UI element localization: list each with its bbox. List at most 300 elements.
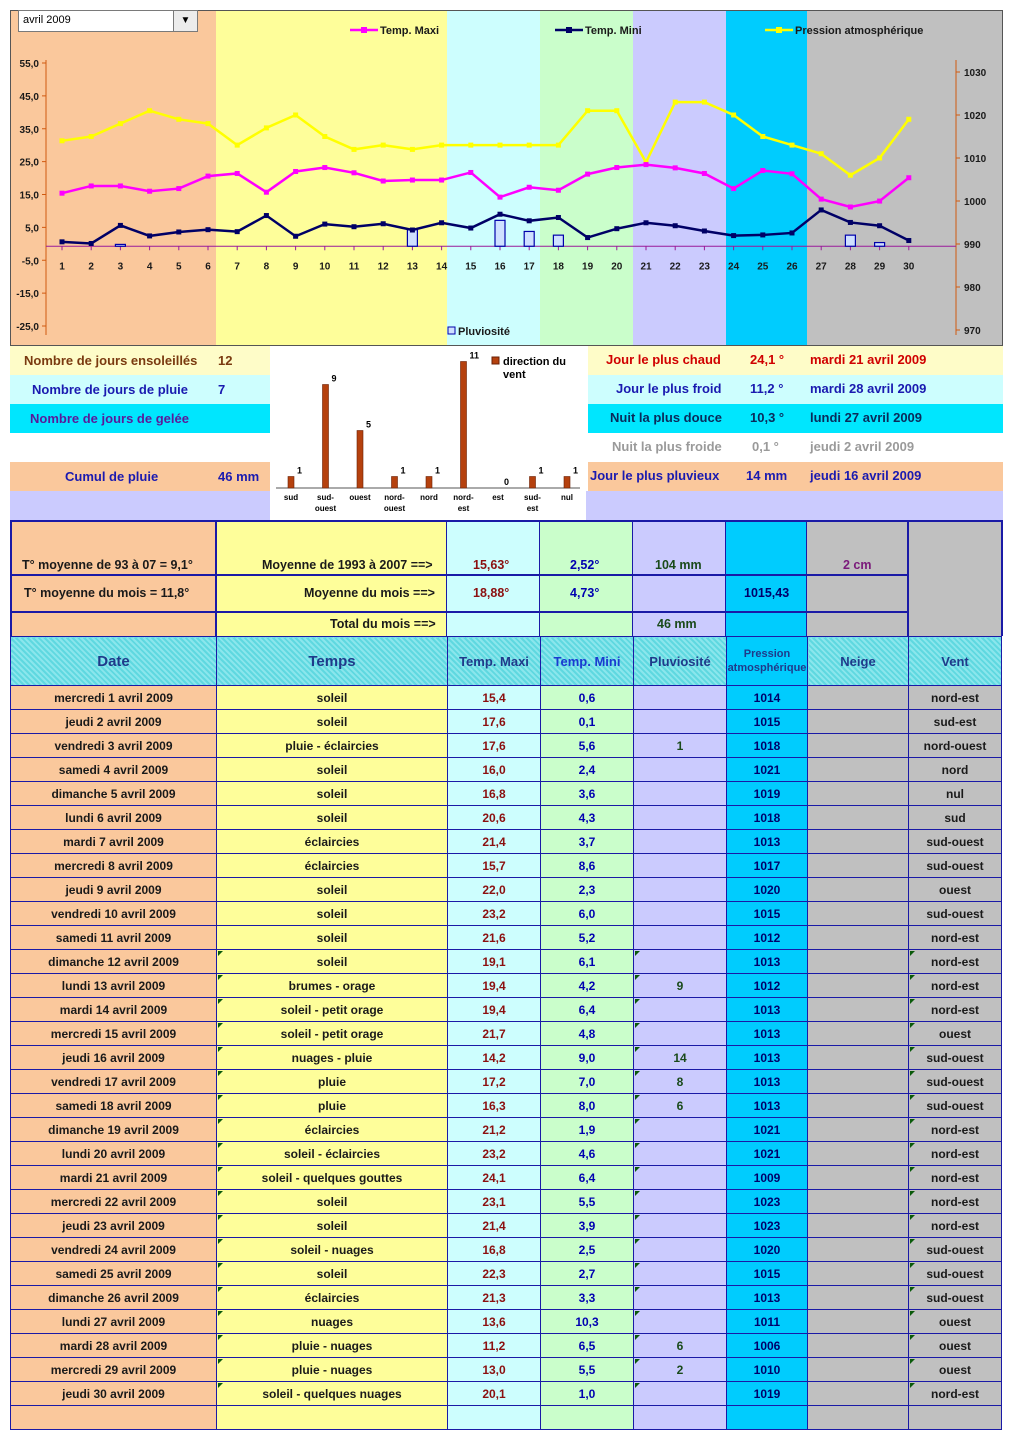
- cell-snow[interactable]: [808, 1238, 909, 1262]
- sunny-days-label: Nombre de jours ensoleillés: [24, 353, 198, 368]
- cell-weather[interactable]: soleil - quelques nuages: [217, 1382, 448, 1406]
- cell-pressure[interactable]: 1015: [727, 1262, 808, 1286]
- tmax-point: [877, 199, 882, 204]
- cell-date[interactable]: mardi 21 avril 2009: [11, 1166, 217, 1190]
- cell-date[interactable]: samedi 4 avril 2009: [11, 758, 217, 782]
- cell-snow[interactable]: [808, 1022, 909, 1046]
- cell-weather[interactable]: soleil: [217, 950, 448, 974]
- cell-tmin[interactable]: 6,1: [541, 950, 634, 974]
- cell-tmax[interactable]: 24,1: [448, 1166, 541, 1190]
- header-tmin[interactable]: Temp. Mini: [541, 637, 634, 686]
- tmin-point: [410, 228, 415, 233]
- table-row: [11, 1286, 1002, 1310]
- cell-pressure[interactable]: 1013: [727, 830, 808, 854]
- cell-rain[interactable]: [634, 1262, 727, 1286]
- cell-weather[interactable]: soleil: [217, 686, 448, 710]
- table-row: [11, 1022, 1002, 1046]
- cell-snow[interactable]: [808, 1382, 909, 1406]
- cell-snow[interactable]: [808, 1094, 909, 1118]
- cell-pressure[interactable]: 1013: [727, 1094, 808, 1118]
- cell-date[interactable]: dimanche 5 avril 2009: [11, 782, 217, 806]
- cell-tmax[interactable]: 21,2: [448, 1118, 541, 1142]
- table-row: [11, 1358, 1002, 1382]
- cell-tmin[interactable]: 4,3: [541, 806, 634, 830]
- cell-weather[interactable]: soleil: [217, 1190, 448, 1214]
- cell-tmax[interactable]: 22,3: [448, 1262, 541, 1286]
- cell-snow[interactable]: [808, 1166, 909, 1190]
- cell-weather[interactable]: soleil: [217, 806, 448, 830]
- cell-snow[interactable]: [808, 1046, 909, 1070]
- rain-bar: [115, 244, 125, 246]
- table-row: [11, 1046, 1002, 1070]
- cell-rain[interactable]: 1: [634, 734, 727, 758]
- header-rain[interactable]: Pluviosité: [634, 637, 727, 686]
- weather-chart: [10, 10, 1003, 346]
- cell-pressure[interactable]: 1012: [727, 926, 808, 950]
- cell-snow[interactable]: [808, 1262, 909, 1286]
- cell-rain[interactable]: [634, 1166, 727, 1190]
- empty-cell[interactable]: [808, 1406, 909, 1430]
- cell-pressure[interactable]: 1020: [727, 1238, 808, 1262]
- tmax-point: [410, 178, 415, 183]
- tmin-point: [206, 227, 211, 232]
- cell-tmin[interactable]: 5,5: [541, 1190, 634, 1214]
- cell-date[interactable]: jeudi 16 avril 2009: [11, 1046, 217, 1070]
- cell-tmax[interactable]: 20,6: [448, 806, 541, 830]
- empty-cell[interactable]: [217, 1406, 448, 1430]
- cell-rain[interactable]: [634, 878, 727, 902]
- cell-pressure[interactable]: 1015: [727, 710, 808, 734]
- cell-pressure[interactable]: 1019: [727, 782, 808, 806]
- cell-weather[interactable]: soleil - nuages: [217, 1238, 448, 1262]
- cell-date[interactable]: mercredi 29 avril 2009: [11, 1358, 217, 1382]
- cell-weather[interactable]: éclaircies: [217, 854, 448, 878]
- cell-tmin[interactable]: 0,1: [541, 710, 634, 734]
- cell-pressure[interactable]: 1006: [727, 1334, 808, 1358]
- cell-weather[interactable]: soleil: [217, 1262, 448, 1286]
- cell-snow[interactable]: [808, 950, 909, 974]
- chevron-down-icon[interactable]: ▼: [173, 11, 197, 31]
- avg-month-text: T° moyenne du mois = 11,8°: [24, 586, 190, 600]
- wind-value-label: 0: [504, 477, 510, 487]
- cell-tmin[interactable]: 6,5: [541, 1334, 634, 1358]
- tmax-point: [906, 175, 911, 180]
- rain-bar: [553, 235, 563, 246]
- cell-date[interactable]: vendredi 24 avril 2009: [11, 1238, 217, 1262]
- cell-pressure[interactable]: 1013: [727, 1070, 808, 1094]
- cell-pressure[interactable]: 1010: [727, 1358, 808, 1382]
- cell-date[interactable]: lundi 20 avril 2009: [11, 1142, 217, 1166]
- cell-tmin[interactable]: 4,6: [541, 1142, 634, 1166]
- header-snow[interactable]: Neige: [808, 637, 909, 686]
- cell-snow[interactable]: [808, 758, 909, 782]
- tmin-point: [118, 223, 123, 228]
- cell-weather[interactable]: soleil: [217, 710, 448, 734]
- cell-wind[interactable]: nord-est: [909, 950, 1002, 974]
- cell-wind[interactable]: sud-ouest: [909, 854, 1002, 878]
- cell-pressure[interactable]: 1018: [727, 806, 808, 830]
- cell-wind[interactable]: sud: [909, 806, 1002, 830]
- cell-date[interactable]: mercredi 15 avril 2009: [11, 1022, 217, 1046]
- empty-cell[interactable]: [541, 1406, 634, 1430]
- cell-tmax[interactable]: 19,4: [448, 998, 541, 1022]
- cell-tmax[interactable]: 13,0: [448, 1358, 541, 1382]
- cell-weather[interactable]: soleil: [217, 1214, 448, 1238]
- cell-wind[interactable]: ouest: [909, 1334, 1002, 1358]
- cell-tmax[interactable]: 21,4: [448, 1214, 541, 1238]
- tmax-point: [702, 171, 707, 176]
- cell-date[interactable]: dimanche 12 avril 2009: [11, 950, 217, 974]
- cell-rain[interactable]: [634, 950, 727, 974]
- cell-date[interactable]: jeudi 9 avril 2009: [11, 878, 217, 902]
- cell-rain[interactable]: [634, 686, 727, 710]
- cell-rain[interactable]: [634, 1310, 727, 1334]
- cell-weather[interactable]: soleil: [217, 758, 448, 782]
- cell-snow[interactable]: [808, 974, 909, 998]
- table-row: [11, 878, 1002, 902]
- cell-date[interactable]: mardi 14 avril 2009: [11, 998, 217, 1022]
- cell-tmax[interactable]: 11,2: [448, 1334, 541, 1358]
- cell-rain[interactable]: 14: [634, 1046, 727, 1070]
- cell-tmax[interactable]: 13,6: [448, 1310, 541, 1334]
- cell-rain[interactable]: [634, 710, 727, 734]
- cell-rain[interactable]: [634, 1118, 727, 1142]
- cell-wind[interactable]: nord-est: [909, 1118, 1002, 1142]
- cell-weather[interactable]: soleil: [217, 782, 448, 806]
- cell-rain[interactable]: 6: [634, 1094, 727, 1118]
- cell-tmax[interactable]: 14,2: [448, 1046, 541, 1070]
- cell-rain[interactable]: [634, 782, 727, 806]
- cell-tmax[interactable]: 16,3: [448, 1094, 541, 1118]
- cell-tmin[interactable]: 3,9: [541, 1214, 634, 1238]
- cell-snow[interactable]: [808, 878, 909, 902]
- cell-weather[interactable]: soleil: [217, 902, 448, 926]
- header-pressure[interactable]: Pression atmosphérique: [727, 637, 808, 686]
- cell-wind[interactable]: sud-ouest: [909, 1070, 1002, 1094]
- month-dropdown[interactable]: [18, 10, 198, 32]
- pressure-point: [673, 100, 678, 105]
- cell-wind[interactable]: ouest: [909, 878, 1002, 902]
- wind-category-label: ouest: [349, 493, 371, 502]
- cell-tmax[interactable]: 22,0: [448, 878, 541, 902]
- cell-pressure[interactable]: 1014: [727, 686, 808, 710]
- cell-tmax[interactable]: 21,7: [448, 1022, 541, 1046]
- cell-weather[interactable]: éclaircies: [217, 1286, 448, 1310]
- cell-tmin[interactable]: 4,2: [541, 974, 634, 998]
- cell-tmax[interactable]: 19,4: [448, 974, 541, 998]
- cell-tmin[interactable]: 2,3: [541, 878, 634, 902]
- wind-value-label: 1: [435, 465, 441, 476]
- cell-tmin[interactable]: 2,4: [541, 758, 634, 782]
- cell-wind[interactable]: nord: [909, 758, 1002, 782]
- hottest-day-date: mardi 21 avril 2009: [810, 352, 927, 367]
- empty-cell[interactable]: [909, 1406, 1002, 1430]
- header-weather[interactable]: Temps: [217, 637, 448, 686]
- cell-date[interactable]: samedi 18 avril 2009: [11, 1094, 217, 1118]
- cell-tmin[interactable]: 8,6: [541, 854, 634, 878]
- cell-weather[interactable]: soleil - petit orage: [217, 998, 448, 1022]
- cell-wind[interactable]: nord-est: [909, 926, 1002, 950]
- empty-cell[interactable]: [448, 1406, 541, 1430]
- cell-tmin[interactable]: 6,0: [541, 902, 634, 926]
- tmax-month: 18,88°: [473, 586, 510, 600]
- cell-tmin[interactable]: 5,2: [541, 926, 634, 950]
- cell-tmax[interactable]: 15,7: [448, 854, 541, 878]
- cell-date[interactable]: vendredi 3 avril 2009: [11, 734, 217, 758]
- cell-wind[interactable]: nord-est: [909, 1214, 1002, 1238]
- cell-weather[interactable]: pluie: [217, 1070, 448, 1094]
- wind-bar: [426, 477, 432, 489]
- cell-date[interactable]: lundi 6 avril 2009: [11, 806, 217, 830]
- cell-tmin[interactable]: 3,3: [541, 1286, 634, 1310]
- cell-date[interactable]: jeudi 23 avril 2009: [11, 1214, 217, 1238]
- pressure-point: [848, 173, 853, 178]
- cell-snow[interactable]: [808, 734, 909, 758]
- cell-wind[interactable]: nul: [909, 782, 1002, 806]
- cell-pressure[interactable]: 1023: [727, 1214, 808, 1238]
- cell-rain[interactable]: [634, 758, 727, 782]
- cell-wind[interactable]: sud-ouest: [909, 1262, 1002, 1286]
- cell-tmax[interactable]: 21,4: [448, 830, 541, 854]
- cell-wind[interactable]: nord-est: [909, 1190, 1002, 1214]
- cell-date[interactable]: mercredi 8 avril 2009: [11, 854, 217, 878]
- cell-wind[interactable]: sud-ouest: [909, 1286, 1002, 1310]
- cell-wind[interactable]: sud-ouest: [909, 902, 1002, 926]
- empty-cell[interactable]: [727, 1406, 808, 1430]
- cell-wind[interactable]: nord-est: [909, 686, 1002, 710]
- cell-tmin[interactable]: 3,7: [541, 830, 634, 854]
- cell-pressure[interactable]: 1013: [727, 1286, 808, 1310]
- cell-tmin[interactable]: 7,0: [541, 1070, 634, 1094]
- cell-weather[interactable]: nuages - pluie: [217, 1046, 448, 1070]
- tmax-point: [264, 190, 269, 195]
- cell-wind[interactable]: ouest: [909, 1310, 1002, 1334]
- cell-pressure[interactable]: 1013: [727, 1022, 808, 1046]
- cell-tmax[interactable]: 21,6: [448, 926, 541, 950]
- cell-snow[interactable]: [808, 1358, 909, 1382]
- cell-snow[interactable]: [808, 926, 909, 950]
- cell-tmax[interactable]: 21,3: [448, 1286, 541, 1310]
- cell-wind[interactable]: ouest: [909, 1022, 1002, 1046]
- cell-date[interactable]: lundi 13 avril 2009: [11, 974, 217, 998]
- cell-tmin[interactable]: 0,6: [541, 686, 634, 710]
- pressure-point: [176, 117, 181, 122]
- cell-wind[interactable]: nord-est: [909, 998, 1002, 1022]
- cell-tmin[interactable]: 4,8: [541, 1022, 634, 1046]
- pressure-point: [410, 147, 415, 152]
- cell-tmax[interactable]: 19,1: [448, 950, 541, 974]
- cell-rain[interactable]: 6: [634, 1334, 727, 1358]
- cell-snow[interactable]: [808, 686, 909, 710]
- cell-pressure[interactable]: 1020: [727, 878, 808, 902]
- cell-date[interactable]: mardi 28 avril 2009: [11, 1334, 217, 1358]
- cell-tmax[interactable]: 23,2: [448, 1142, 541, 1166]
- cell-weather[interactable]: soleil - petit orage: [217, 1022, 448, 1046]
- cell-tmax[interactable]: 17,6: [448, 734, 541, 758]
- cell-wind[interactable]: nord-est: [909, 1142, 1002, 1166]
- tmax-point: [585, 172, 590, 177]
- wind-value-label: 5: [366, 419, 372, 430]
- cell-snow[interactable]: [808, 1334, 909, 1358]
- cell-tmin[interactable]: 3,6: [541, 782, 634, 806]
- cell-wind[interactable]: sud-ouest: [909, 830, 1002, 854]
- cell-rain[interactable]: [634, 1190, 727, 1214]
- cell-date[interactable]: lundi 27 avril 2009: [11, 1310, 217, 1334]
- tmax-point: [468, 170, 473, 175]
- cell-wind[interactable]: nord-est: [909, 1166, 1002, 1190]
- cell-date[interactable]: dimanche 19 avril 2009: [11, 1118, 217, 1142]
- cell-tmin[interactable]: 5,5: [541, 1358, 634, 1382]
- x-tick-label: 30: [903, 261, 915, 273]
- cell-snow[interactable]: [808, 1142, 909, 1166]
- cell-pressure[interactable]: 1017: [727, 854, 808, 878]
- cell-weather[interactable]: éclaircies: [217, 1118, 448, 1142]
- cell-snow[interactable]: [808, 854, 909, 878]
- cell-rain[interactable]: [634, 854, 727, 878]
- cell-wind[interactable]: nord-est: [909, 1382, 1002, 1406]
- empty-cell[interactable]: [11, 1406, 217, 1430]
- cell-date[interactable]: vendredi 10 avril 2009: [11, 902, 217, 926]
- cell-date[interactable]: dimanche 26 avril 2009: [11, 1286, 217, 1310]
- cell-tmin[interactable]: 1,9: [541, 1118, 634, 1142]
- cell-weather[interactable]: pluie - nuages: [217, 1358, 448, 1382]
- cell-wind[interactable]: nord-ouest: [909, 734, 1002, 758]
- cell-snow[interactable]: [808, 902, 909, 926]
- cell-tmax[interactable]: 16,0: [448, 758, 541, 782]
- cell-weather[interactable]: soleil - quelques gouttes: [217, 1166, 448, 1190]
- cell-tmin[interactable]: 9,0: [541, 1046, 634, 1070]
- header-tmax[interactable]: Temp. Maxi: [448, 637, 541, 686]
- cell-weather[interactable]: nuages: [217, 1310, 448, 1334]
- cell-rain[interactable]: 8: [634, 1070, 727, 1094]
- cell-rain[interactable]: [634, 1142, 727, 1166]
- cell-tmin[interactable]: 5,6: [541, 734, 634, 758]
- right-tick-label: 980: [964, 283, 981, 294]
- cell-rain[interactable]: [634, 998, 727, 1022]
- cell-rain[interactable]: [634, 1382, 727, 1406]
- cell-rain[interactable]: [634, 902, 727, 926]
- cell-snow[interactable]: [808, 1214, 909, 1238]
- cell-rain[interactable]: 2: [634, 1358, 727, 1382]
- cell-rain[interactable]: [634, 830, 727, 854]
- cell-tmin[interactable]: 8,0: [541, 1094, 634, 1118]
- cell-weather[interactable]: soleil - éclaircies: [217, 1142, 448, 1166]
- cell-weather[interactable]: soleil: [217, 878, 448, 902]
- cell-pressure[interactable]: 1018: [727, 734, 808, 758]
- cell-weather[interactable]: soleil: [217, 926, 448, 950]
- cell-snow[interactable]: [808, 710, 909, 734]
- frost-days-label: Nombre de jours de gelée: [30, 411, 189, 426]
- cell-weather[interactable]: pluie - nuages: [217, 1334, 448, 1358]
- tmin-point: [673, 223, 678, 228]
- cell-wind[interactable]: sud-ouest: [909, 1094, 1002, 1118]
- cell-wind[interactable]: nord-est: [909, 974, 1002, 998]
- cell-rain[interactable]: [634, 1022, 727, 1046]
- cell-pressure[interactable]: 1009: [727, 1166, 808, 1190]
- pressure-point: [468, 143, 473, 148]
- cell-date[interactable]: mardi 7 avril 2009: [11, 830, 217, 854]
- cell-tmax[interactable]: 23,2: [448, 902, 541, 926]
- cell-date[interactable]: mercredi 22 avril 2009: [11, 1190, 217, 1214]
- cell-date[interactable]: vendredi 17 avril 2009: [11, 1070, 217, 1094]
- cell-weather[interactable]: pluie: [217, 1094, 448, 1118]
- tmin-month: 4,73°: [570, 586, 600, 600]
- cell-wind[interactable]: sud-est: [909, 710, 1002, 734]
- table-row: [11, 734, 1002, 758]
- cell-tmin[interactable]: 1,0: [541, 1382, 634, 1406]
- cell-snow[interactable]: [808, 830, 909, 854]
- cell-tmax[interactable]: 23,1: [448, 1190, 541, 1214]
- cell-date[interactable]: jeudi 30 avril 2009: [11, 1382, 217, 1406]
- cell-wind[interactable]: sud-ouest: [909, 1046, 1002, 1070]
- cell-snow[interactable]: [808, 1286, 909, 1310]
- cell-pressure[interactable]: 1013: [727, 950, 808, 974]
- cell-date[interactable]: samedi 11 avril 2009: [11, 926, 217, 950]
- left-tick-label: 35,0: [19, 124, 39, 136]
- cell-weather[interactable]: brumes - orage: [217, 974, 448, 998]
- cell-snow[interactable]: [808, 998, 909, 1022]
- cell-tmin[interactable]: 10,3: [541, 1310, 634, 1334]
- cell-pressure[interactable]: 1021: [727, 1118, 808, 1142]
- cell-rain[interactable]: [634, 806, 727, 830]
- cell-tmin[interactable]: 6,4: [541, 998, 634, 1022]
- cell-snow[interactable]: [808, 1190, 909, 1214]
- cell-rain[interactable]: [634, 1286, 727, 1310]
- cell-tmax[interactable]: 16,8: [448, 782, 541, 806]
- cell-wind[interactable]: ouest: [909, 1358, 1002, 1382]
- cell-tmax[interactable]: 16,8: [448, 1238, 541, 1262]
- cell-pressure[interactable]: 1013: [727, 998, 808, 1022]
- cell-pressure[interactable]: 1021: [727, 758, 808, 782]
- cell-snow[interactable]: [808, 782, 909, 806]
- cell-pressure[interactable]: 1019: [727, 1382, 808, 1406]
- cell-rain[interactable]: [634, 1238, 727, 1262]
- header-wind[interactable]: Vent: [909, 637, 1002, 686]
- cell-snow[interactable]: [808, 1070, 909, 1094]
- cell-pressure[interactable]: 1015: [727, 902, 808, 926]
- cell-date[interactable]: mercredi 1 avril 2009: [11, 686, 217, 710]
- empty-cell[interactable]: [634, 1406, 727, 1430]
- cell-snow[interactable]: [808, 806, 909, 830]
- cell-tmin[interactable]: 6,4: [541, 1166, 634, 1190]
- cell-tmax[interactable]: 15,4: [448, 686, 541, 710]
- cell-tmax[interactable]: 17,2: [448, 1070, 541, 1094]
- cell-tmin[interactable]: 2,7: [541, 1262, 634, 1286]
- cell-tmin[interactable]: 2,5: [541, 1238, 634, 1262]
- tmin-point: [381, 221, 386, 226]
- cell-pressure[interactable]: 1023: [727, 1190, 808, 1214]
- cell-weather[interactable]: pluie - éclaircies: [217, 734, 448, 758]
- header-date[interactable]: Date: [11, 637, 217, 686]
- cell-snow[interactable]: [808, 1310, 909, 1334]
- cell-tmax[interactable]: 20,1: [448, 1382, 541, 1406]
- cell-snow[interactable]: [808, 1118, 909, 1142]
- cell-rain[interactable]: [634, 1214, 727, 1238]
- cell-pressure[interactable]: 1013: [727, 1046, 808, 1070]
- cell-rain[interactable]: [634, 926, 727, 950]
- cell-date[interactable]: jeudi 2 avril 2009: [11, 710, 217, 734]
- cell-pressure[interactable]: 1012: [727, 974, 808, 998]
- cell-weather[interactable]: éclaircies: [217, 830, 448, 854]
- pressure-point: [906, 117, 911, 122]
- cell-rain[interactable]: 9: [634, 974, 727, 998]
- table-row: [11, 830, 1002, 854]
- cell-date[interactable]: samedi 25 avril 2009: [11, 1262, 217, 1286]
- cell-tmax[interactable]: 17,6: [448, 710, 541, 734]
- cell-pressure[interactable]: 1011: [727, 1310, 808, 1334]
- cell-wind[interactable]: sud-ouest: [909, 1238, 1002, 1262]
- cell-pressure[interactable]: 1021: [727, 1142, 808, 1166]
